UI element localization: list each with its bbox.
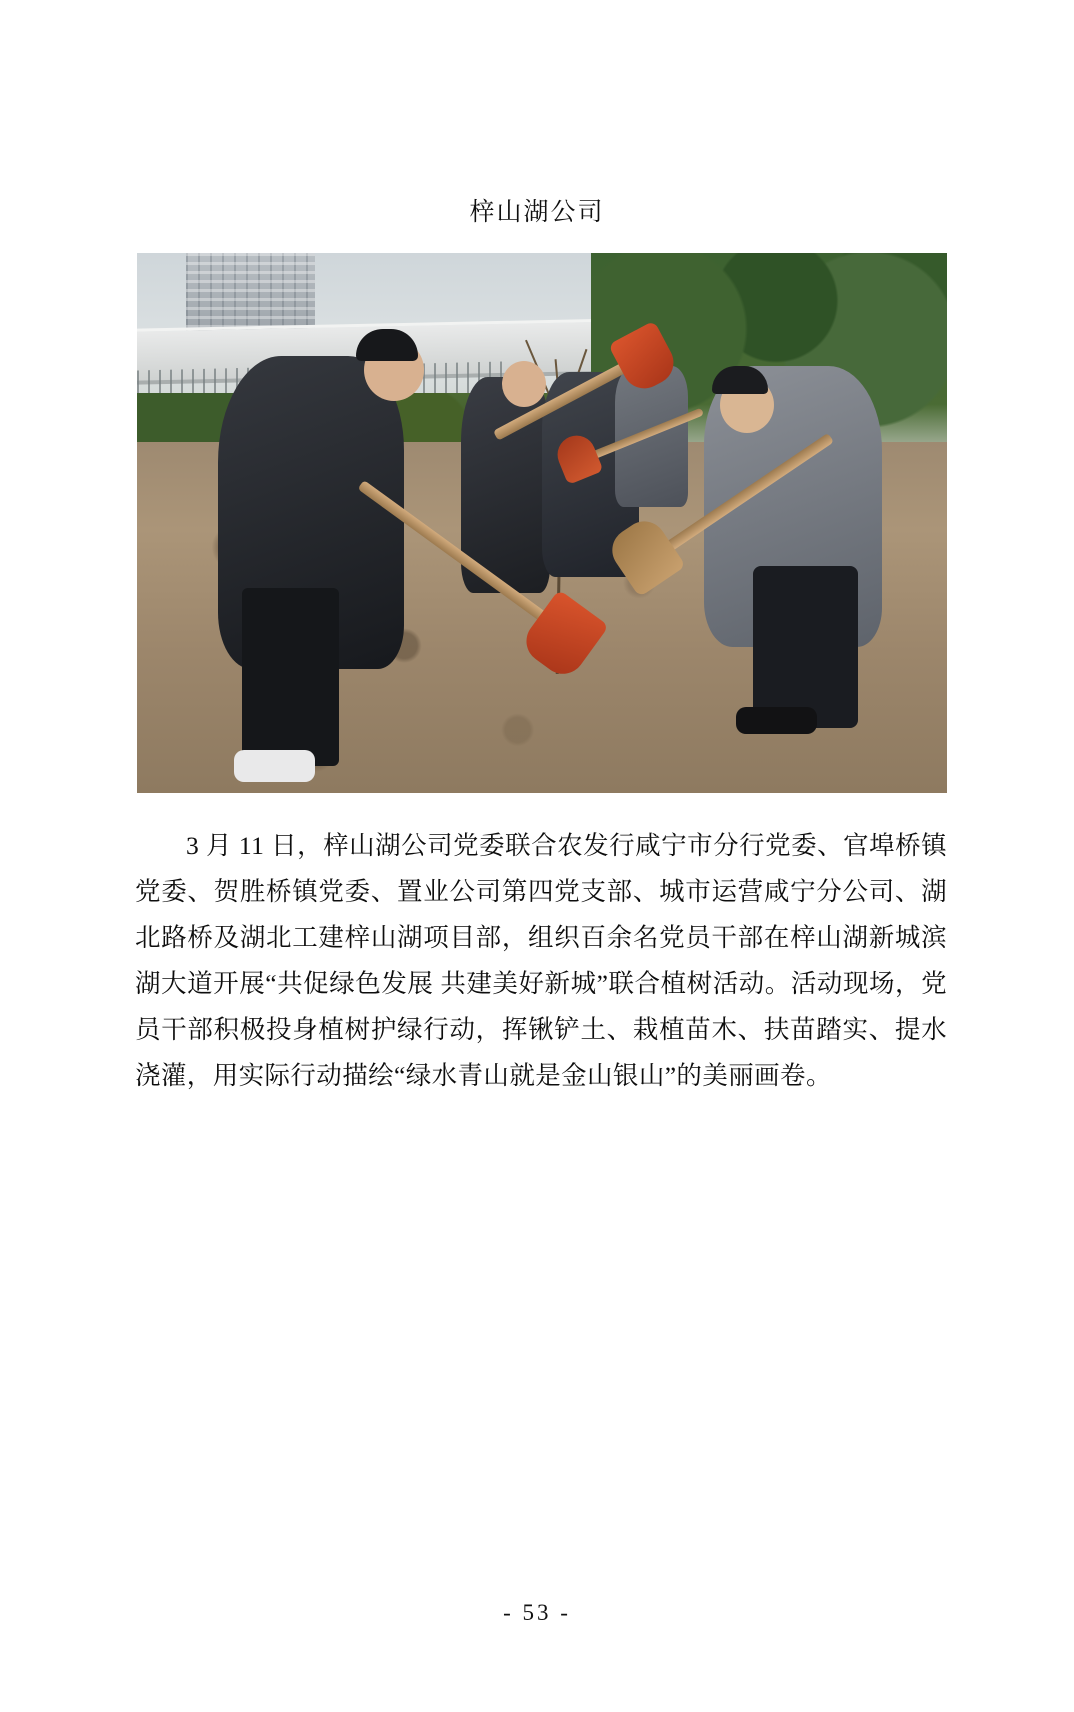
body-paragraph: 3 月 11 日，梓山湖公司党委联合农发行咸宁市分行党委、官埠桥镇党委、贺胜桥镇党委、置业公司第四党支部、城市运营咸宁分公司、湖北路桥及湖北工建梓山湖项目部，组织百余名党员干部在梓山湖新城滨湖大道开展“共促绿色发展 共建美好新城”联合植树活动。活动现场，党员干部积极投身植树护绿行动，挥锹铲土、栽植苗木、扶苗踏实、提水浇灌，用实际行动描绘“绿水青山就是金山银山”的美丽画卷。: [135, 831, 947, 1090]
photo-figure: [137, 253, 947, 793]
page-number: - 53 -: [503, 1600, 571, 1625]
person-leg: [753, 566, 858, 728]
person-shoe: [736, 707, 817, 734]
page-title: 梓山湖公司: [469, 199, 605, 226]
document-page: [0, 192, 1074, 1712]
body-text: [135, 823, 947, 1099]
person-head: [502, 361, 546, 407]
person-shoe: [234, 750, 315, 782]
tree-planting-photo: [137, 253, 947, 793]
person-leg: [242, 588, 339, 766]
